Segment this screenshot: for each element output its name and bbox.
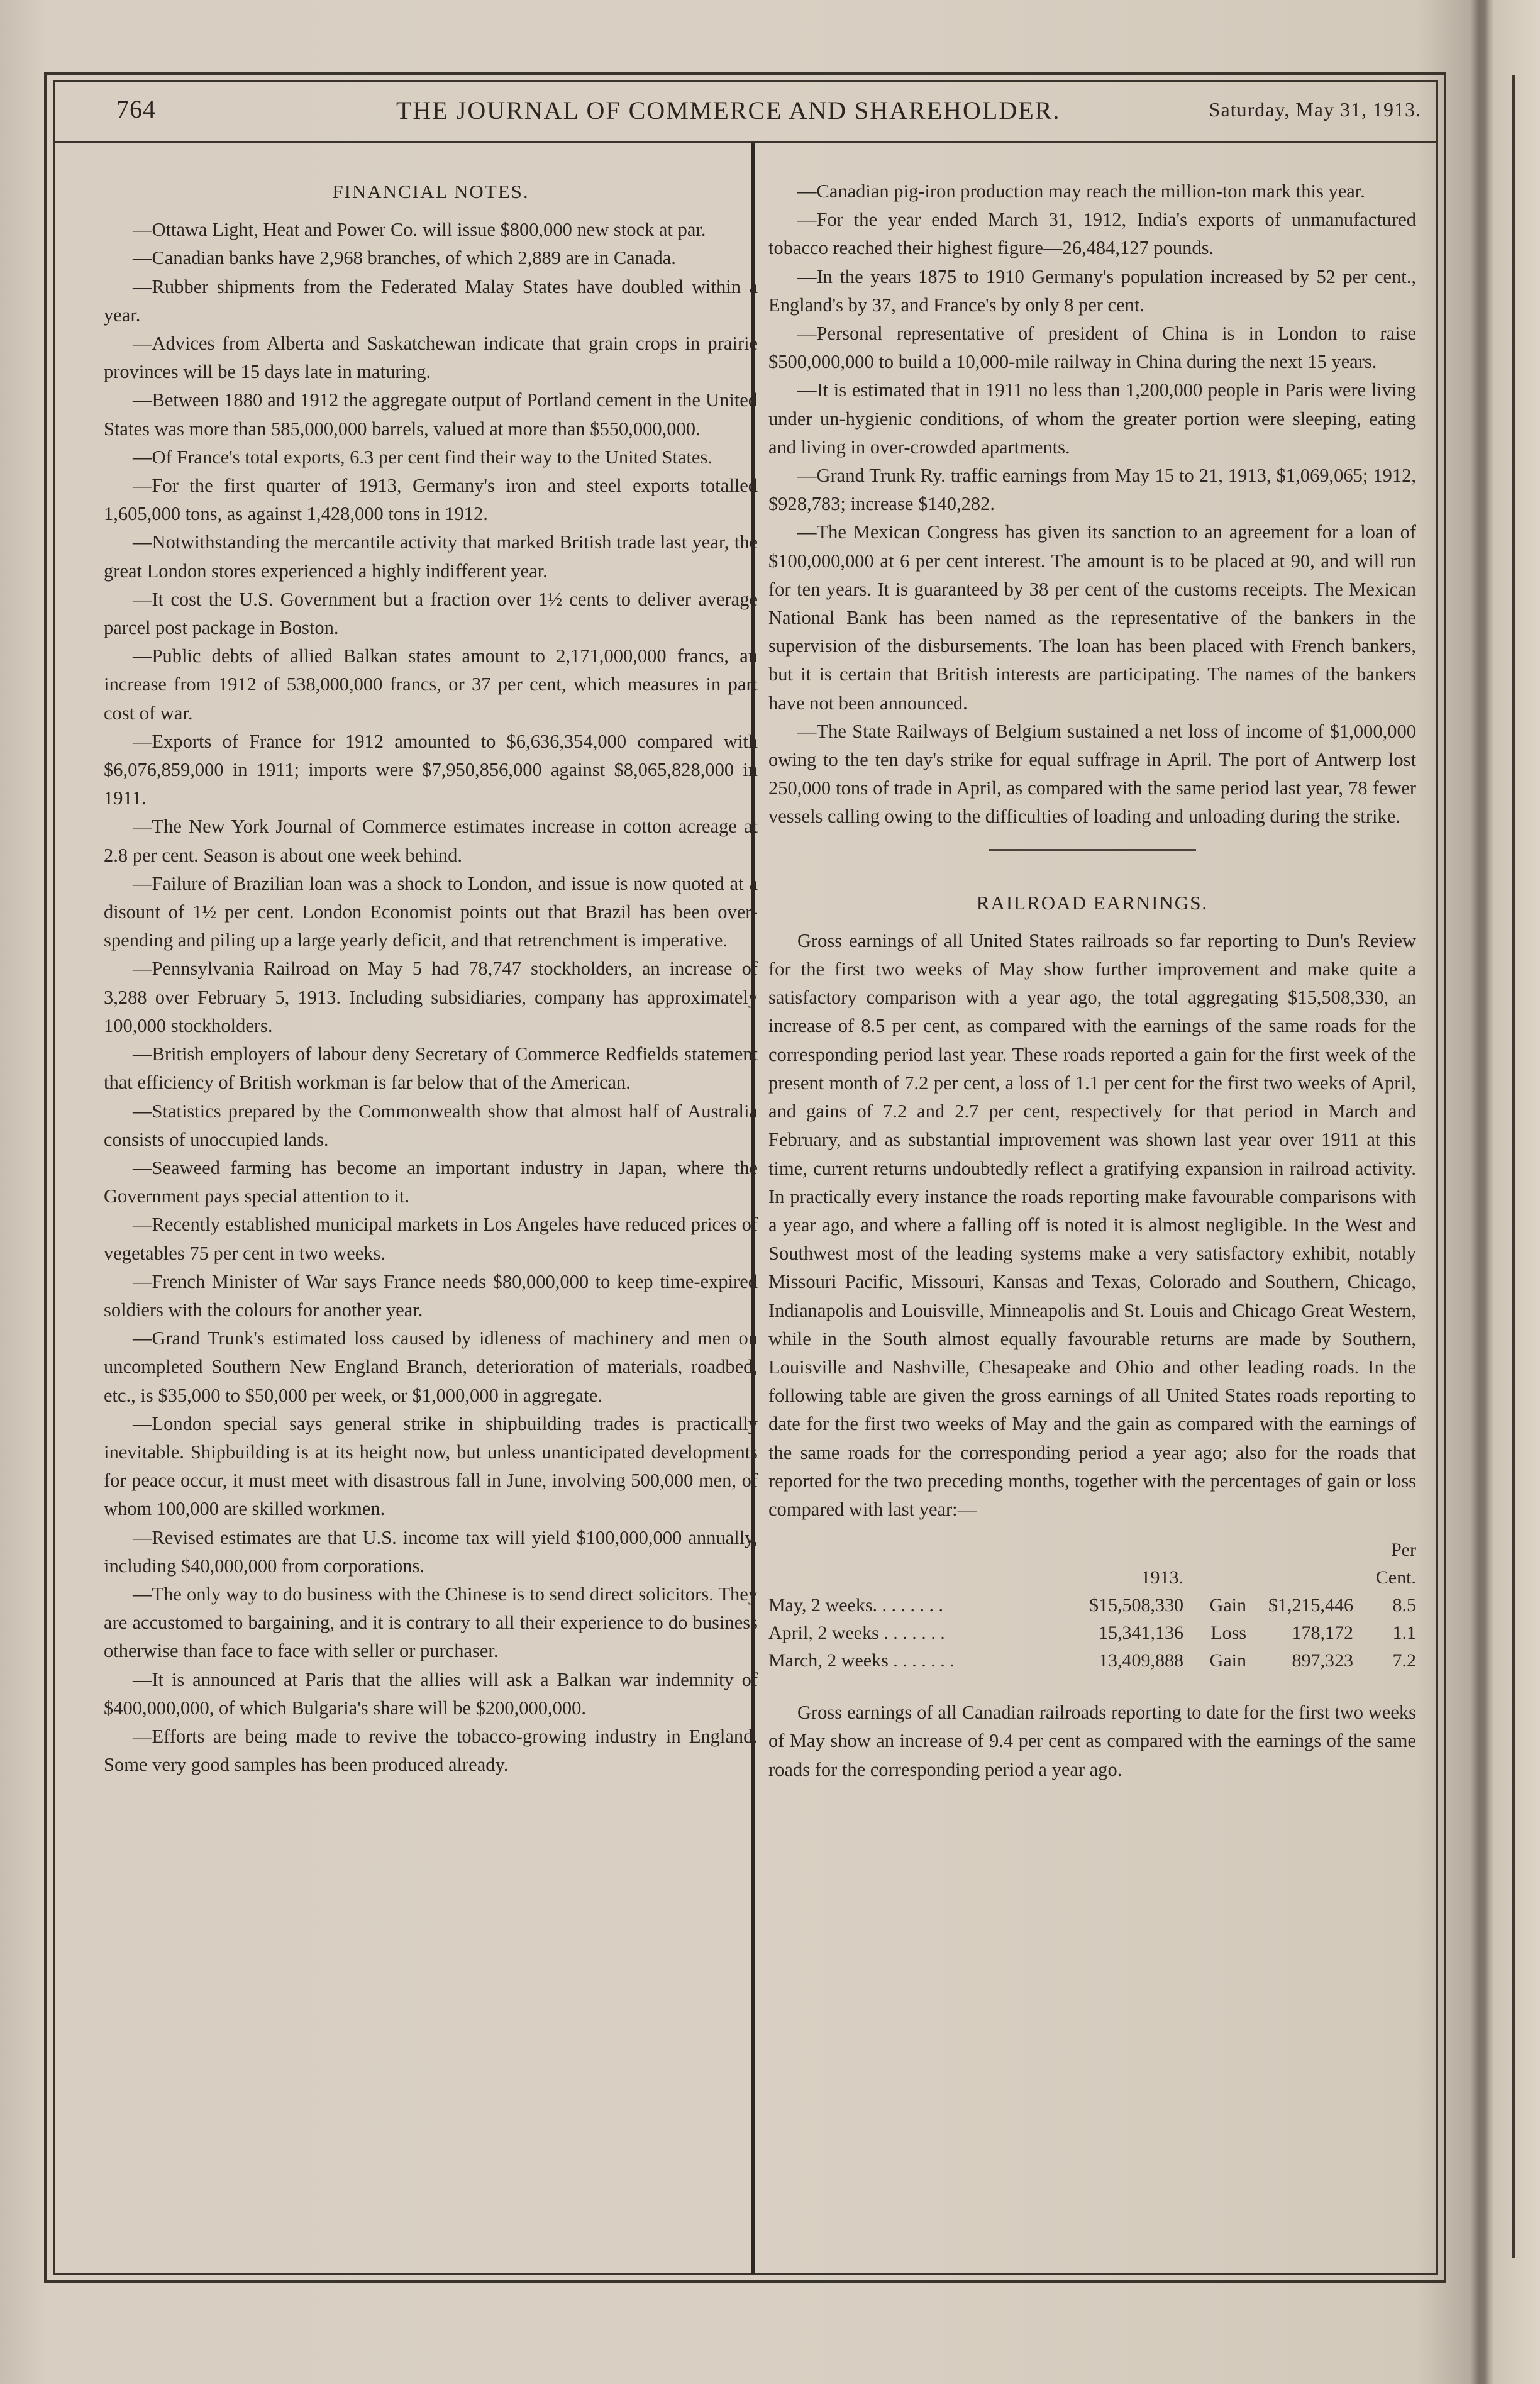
- financial-note: —It is estimated that in 1911 no less than 1,200,000 people in Paris were living under un-hygienic conditions, of whom the greater portion were sleeping, eating and living in over-crowded apartments.: [768, 379, 1416, 458]
- financial-note: —Personal representative of president of China is in London to raise $500,000,000 to build a 10,000-mile railway in China during the next 15 years.: [768, 323, 1416, 373]
- financial-note: —Revised estimates are that U.S. income tax will yield $100,000,000 annually, including $40,000,000 from corporations.: [104, 1526, 758, 1577]
- row-change: Gain: [1209, 1595, 1246, 1616]
- financial-note: —The only way to do business with the Chinese is to send direct solicitors. They are accustomed to bargaining, and it is contrary to all their experience to do business otherwise than face to face with seller or purchaser.: [104, 1583, 758, 1662]
- row-percent: 1.1: [1392, 1622, 1416, 1644]
- financial-note: —Efforts are being made to revive the tobacco-growing industry in England. Some very good samples has been produced already.: [104, 1725, 758, 1776]
- financial-note: —Grand Trunk's estimated loss caused by idleness of machinery and men on uncompleted Southern New England Branch, deterioration of materials, roadbed, etc., is $35,000 to $50,000 per week, or $1,000,000 in aggregate.: [104, 1328, 758, 1406]
- financial-note: —Pennsylvania Railroad on May 5 had 78,747 stockholders, an increase of 3,288 over February 5, 1913. Including subsidiaries, company has approximately 100,000 stockholders.: [104, 958, 758, 1036]
- financial-note: —The State Railways of Belgium sustained a net loss of income of $1,000,000 owing to the ten day's strike for equal suffrage in April. The port of Antwerp lost 250,000 tons of trade in April, as compared with the same period last year, 78 fewer vessels calling owing to the difficulties of loading and unloading during the strike.: [768, 720, 1416, 828]
- financial-note: —Of France's total exports, 6.3 per cent find their way to the United States.: [133, 446, 712, 468]
- financial-note: —Notwithstanding the mercantile activity that marked British trade last year, the great London stores experienced a highly indifferent year.: [104, 531, 758, 582]
- header-year: 1913.: [1141, 1567, 1183, 1588]
- header-rule: [53, 141, 1438, 143]
- table-row: [768, 1592, 1416, 1619]
- page-header: [69, 94, 1431, 138]
- financial-note: —Advices from Alberta and Saskatchewan indicate that grain crops in prairie provinces will be 15 days late in maturing.: [104, 333, 758, 383]
- financial-note: —Ottawa Light, Heat and Power Co. will issue $800,000 new stock at par.: [133, 219, 706, 241]
- financial-note: —In the years 1875 to 1910 Germany's population increased by 52 per cent., England's by 37, and France's by only 8 per cent.: [768, 265, 1416, 316]
- financial-note: —Statistics prepared by the Commonwealth show that almost half of Australia consists of unoccupied lands.: [104, 1100, 758, 1150]
- financial-notes-continued: [768, 177, 1416, 831]
- financial-note: —Failure of Brazilian loan was a shock to London, and issue is now quoted at a disount of 1½ per cent. London Economist points out that Brazil has been over-spending and piling up a large yearly deficit, and that retrenchment is imperative.: [104, 872, 758, 951]
- railroad-earnings-intro: Gross earnings of all United States railroads so far reporting to Dun's Review for the first two weeks of May show further improvement and make quite a satisfactory comparison with a year ago, the total aggregating $15,508,330, an increase of 8.5 per cent, as compared with the earnings of the same roads for the corresponding period last year. These roads reported a gain for the first week of the present month of 7.2 per cent, a loss of 1.1 per cent for the first two weeks of April, and gains of 7.2 and 2.7 per cent, respectively for that period in March and February, and as substantial improvement was shown last year over 1911 at this time, current returns undoubtedly reflect a gratifying expansion in railroad activity. In practically every instance the roads reporting make favourable comparisons with a year ago, and where a falling off is noted it is almost negligible. In the West and Southwest most of the leading systems make a very satisfactory exhibit, notably Missouri Pacific, Missouri, Kansas and Texas, Colorado and Southern, Chicago, Indianapolis and Louisville, Minneapolis and St. Louis and Chicago Great Western, while in the South almost equally favourable returns are made by Southern, Louisville and Nashville, Chesapeake and Ohio and other leading roads. In the following table are given the gross earnings of all United States roads reporting to date for the first two weeks of May and the gain as compared with the earnings of the same roads for the corresponding period a year ago; also for the roads that reported for the two preceding months, together with the percentages of gain or loss compared with last year:—: [768, 929, 1416, 1520]
- issue-date: Saturday, May 31, 1913.: [1209, 98, 1421, 121]
- financial-note: —For the year ended March 31, 1912, India's exports of unmanufactured tobacco reached their highest figure—26,484,127 pounds.: [768, 209, 1416, 259]
- financial-note: —London special says general strike in shipbuilding trades is practically inevitable. Shipbuilding is at its height now, but unless unanticipated developments for peace occur, it must meet with disastrous fall in June, involving 500,000 men, of whom 100,000 are skilled workmen.: [104, 1412, 758, 1520]
- right-column: [768, 177, 1416, 1784]
- row-amount: 15,341,136: [1099, 1622, 1183, 1644]
- row-change-value: 178,172: [1292, 1622, 1353, 1644]
- financial-note: —The Mexican Congress has given its sanction to an agreement for a loan of $100,000,000 at 6 per cent interest. The amount is to be placed at 90, and will run for ten years. It is guaranteed by 38 per cent of the customs receipts. The Mexican National Bank has been named as the representative of the bankers in the supervision of the disbursements. The loan has been placed with French bankers, but it is certain that British interests are participating. The names of the bankers have not been announced.: [768, 521, 1416, 714]
- row-label: May, 2 weeks. . . . . . . .: [768, 1595, 944, 1616]
- next-page-edge-rule: [1512, 75, 1515, 2258]
- financial-note: —It cost the U.S. Government but a fraction over 1½ cents to deliver average parcel post package in Boston.: [104, 588, 758, 639]
- financial-notes-list: [104, 216, 758, 1779]
- page-gutter-shadow: [1470, 0, 1489, 2384]
- row-label: April, 2 weeks . . . . . . .: [768, 1622, 945, 1644]
- financial-note: —For the first quarter of 1913, Germany's iron and steel exports totalled 1,605,000 tons, as against 1,428,000 tons in 1912.: [104, 475, 758, 525]
- financial-note: —Public debts of allied Balkan states amount to 2,171,000,000 francs, an increase from 1912 of 538,000,000 francs, or 37 per cent, which measures in part cost of war.: [104, 645, 758, 724]
- financial-note: —Canadian pig-iron production may reach the million-ton mark this year.: [797, 180, 1365, 202]
- canadian-earnings-paragraph: Gross earnings of all Canadian railroads reporting to date for the first two weeks of May show an increase of 9.4 per cent as compared with the earnings of the same roads for the corresponding period a year ago.: [768, 1702, 1416, 1780]
- row-change-value: $1,215,446: [1268, 1595, 1353, 1616]
- section-divider-rule: [989, 849, 1196, 851]
- earnings-table: [768, 1536, 1416, 1675]
- financial-note: —The New York Journal of Commerce estimates increase in cotton acreage at 2.8 per cent. Season is about one week behind.: [104, 816, 758, 866]
- row-change: Gain: [1209, 1650, 1246, 1672]
- page-number: 764: [116, 95, 156, 123]
- financial-note: —Grand Trunk Ry. traffic earnings from May 15 to 21, 1913, $1,069,065; 1912, $928,783; increase $140,282.: [768, 465, 1416, 515]
- financial-note: —Canadian banks have 2,968 branches, of which 2,889 are in Canada.: [133, 247, 676, 269]
- header-per: Per: [1391, 1539, 1416, 1561]
- financial-note: —Exports of France for 1912 amounted to $6,636,354,000 compared with $6,076,859,000 in 1911; imports were $7,950,856,000 against $8,065,828,000 in 1911.: [104, 730, 758, 809]
- row-percent: 8.5: [1392, 1595, 1416, 1616]
- earnings-table-header-row-1: [768, 1536, 1416, 1564]
- railroad-earnings-title: RAILROAD EARNINGS.: [976, 891, 1209, 914]
- left-column: [104, 177, 758, 1779]
- financial-note: —French Minister of War says France needs $80,000,000 to keep time-expired soldiers with the colours for another year.: [104, 1270, 758, 1321]
- earnings-table-header-row-2: [768, 1564, 1416, 1592]
- header-cent: Cent.: [1375, 1567, 1416, 1588]
- row-amount: $15,508,330: [1089, 1595, 1183, 1616]
- journal-title: THE JOURNAL OF COMMERCE AND SHAREHOLDER.: [396, 96, 1061, 125]
- financial-note: —British employers of labour deny Secretary of Commerce Redfields statement that efficiency of British workman is far below that of the American.: [104, 1043, 758, 1094]
- row-amount: 13,409,888: [1099, 1650, 1183, 1672]
- financial-notes-title: FINANCIAL NOTES.: [332, 180, 529, 202]
- financial-note: —Between 1880 and 1912 the aggregate output of Portland cement in the United States was more than 585,000,000 barrels, valued at more than $550,000,000.: [104, 389, 758, 440]
- table-row: [768, 1647, 1416, 1675]
- financial-note: —Rubber shipments from the Federated Malay States have doubled within a year.: [104, 275, 758, 326]
- table-row: [768, 1619, 1416, 1647]
- financial-note: —Seaweed farming has become an important industry in Japan, where the Government pays special attention to it.: [104, 1156, 758, 1207]
- row-percent: 7.2: [1392, 1650, 1416, 1672]
- financial-note: —It is announced at Paris that the allies will ask a Balkan war indemnity of $400,000,000, of which Bulgaria's share will be $200,000,000.: [104, 1668, 758, 1719]
- row-change-value: 897,323: [1292, 1650, 1353, 1672]
- financial-note: —Recently established municipal markets in Los Angeles have reduced prices of vegetables 75 per cent in two weeks.: [104, 1214, 758, 1264]
- row-label: March, 2 weeks . . . . . . .: [768, 1650, 955, 1672]
- row-change: Loss: [1210, 1622, 1246, 1644]
